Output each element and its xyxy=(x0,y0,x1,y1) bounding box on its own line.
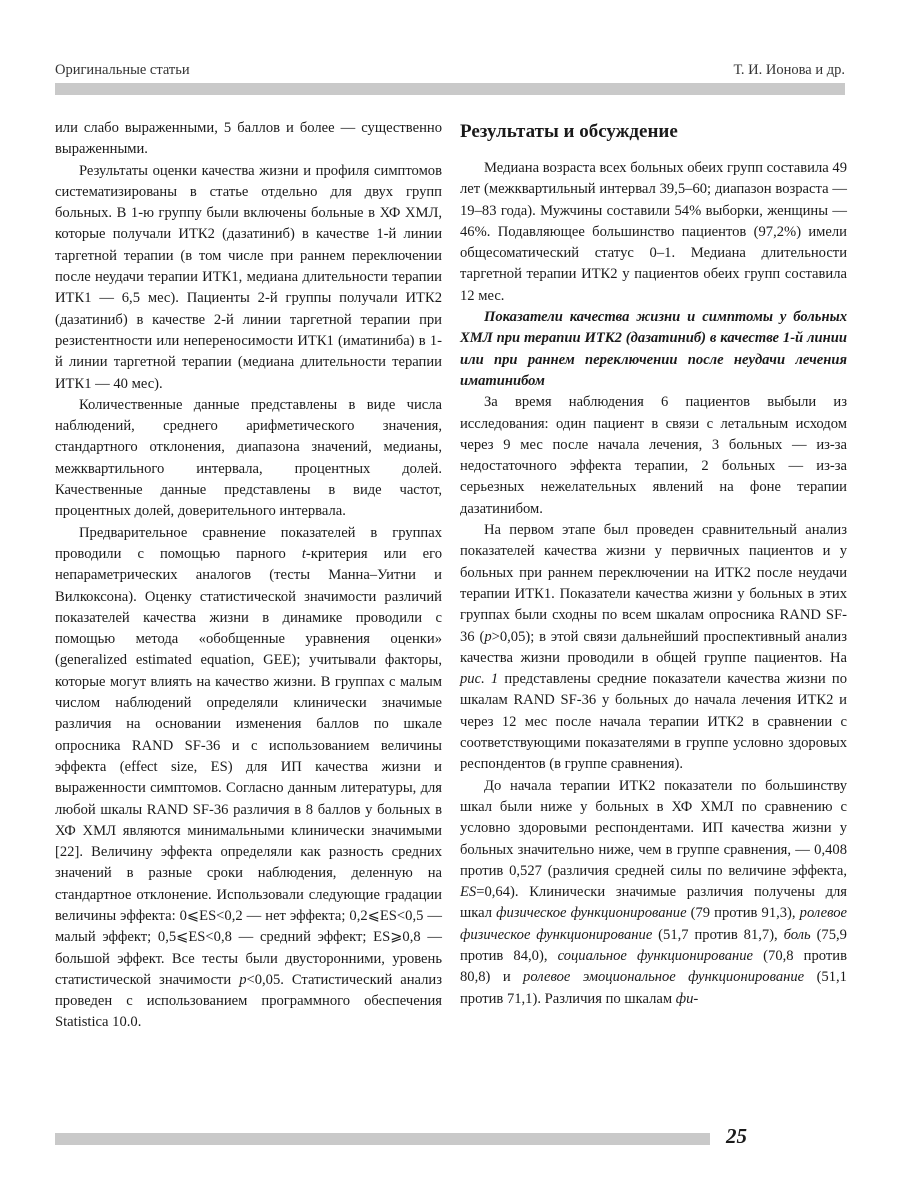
paragraph-continuation: или слабо выраженными, 5 баллов и более — существенно выраженными. xyxy=(55,120,442,158)
footer-divider-bar xyxy=(55,1133,710,1145)
subsection-title: Показатели качества жизни и симптомы у больных ХМЛ при терапии ИТК2 (дазатиниб) в качестве 1-й линии или при раннем переключении после неудачи лечения иматинибом xyxy=(460,309,847,389)
paragraph-dropouts: За время наблюдения 6 пациентов выбыли из исследования: один пациент в связи с летальным исходом через 9 мес после начала лечения, 3 больных — из-за недостаточного эффекта терапии, 2 больных — из-за серьезных нежелательных явлений на фоне терапии дазатинибом. xyxy=(460,394,847,517)
section-title: Результаты и обсуждение xyxy=(460,121,678,142)
paragraph-demographics: Медиана возраста всех больных обеих групп составила 49 лет (межквартильный интервал 39,5–60; диапазон возраста — 19–83 года). Мужчины составили 54% выборки, женщины — 46%. Подавляющее большинство пациентов (97,2%) имели общесоматический статус 0–1. Медиана длительности таргетной терапии ИТК2 у пациентов обеих групп составила 12 мес. xyxy=(460,160,847,304)
left-column xyxy=(55,118,442,1034)
paragraph-baseline-scores: До начала терапии ИТК2 показатели по большинству шкал были ниже у больных в ХФ ХМЛ по сравнению с условно здоровыми респондентами. ИП качества жизни у больных значительно ниже, чем в группе сравнения, — 0,408 против 0,527 (различия средней силы по величине эффекта, ES=0,64). Клинически значимые различия получены для шкал физическое функционирование (79 против 91,3), ролевое физическое функционирование (51,7 против 81,7), боль (75,9 против 84,0), социальное функционирование (70,8 против 80,8) и ролевое эмоциональное функционирование (51,1 против 71,1). Различия по шкалам фи- xyxy=(460,777,847,1007)
running-header xyxy=(55,62,845,79)
paragraph-groups: Результаты оценки качества жизни и профиля симптомов систематизированы в статье отдельно для двух групп больных. В 1-ю группу были включены больные в ХФ ХМЛ, которые получали ИТК2 (дазатиниб) в качестве 1-й линии таргетной терапии (в том числе при раннем переключении после неудачи терапии ИТК1, медиана длительности терапии ИТК1 — 6,5 мес). Пациенты 2-й группы получали ИТК2 (дазатиниб) в качестве 2-й линии таргетной терапии при резистентности или непереносимости ИТК1 (иматиниба) в 1-й линии таргетной терапии (медиана длительности терапии ИТК1 — 40 мес). xyxy=(55,162,442,392)
figure-reference: рис. 1 xyxy=(460,671,499,688)
page-number: 25 xyxy=(726,1124,747,1148)
header-divider-bar xyxy=(55,83,845,95)
paragraph-statistics: Предварительное сравнение показателей в группах проводили с помощью парного t-критерия или его непараметрических аналогов (тесты Манна–Уитни и Вилкоксона). Оценку статистической значимости различий показателей качества жизни в динамике проводили с помощью метода «обобщенные уравнения оценки» (generalized estimated equation, GEE); учитывали факторы, которые могут влиять на качество жизни. В группах с малым числом наблюдений определяли клинически значимые различия на основании изменения баллов по шкале опросника RAND SF-36 и с использованием величины эффекта (effect size, ES) для ИП качества жизни и выраженности симптомов. Согласно данным литературы, для любой шкалы RAND SF-36 различия в 8 баллов у больных в ХФ ХМЛ являются минимальными клинически значимыми [22]. Величину эффекта определяли как разность средних значений в разные сроки наблюдения, деленную на стандартное отклонение. Использовали следующие градации величины эффекта: 0⩽ES<0,2 — нет эффекта; 0,2⩽ES<0,5 — малый эффект; 0,5⩽ES<0,8 — средний эффект; ES⩾0,8 — большой эффект. Все тесты были двусторонними, уровень статистической значимости p<0,05. Статистический анализ проведен с использованием программного обеспечения Statistica 10.0. xyxy=(55,524,442,1031)
right-column xyxy=(460,118,847,1010)
paragraph-comparison: На первом этапе был проведен сравнительный анализ показателей качества жизни у первичных пациентов и у больных при раннем переключении на ИТК2 после неудачи терапии ИТК1. Показатели качества жизни у больных в этих группах были сходны по всем шкалам опросника RAND SF-36 (p>0,05); в этой связи дальнейший проспективный анализ качества жизни проводили в общей группе пациентов. На рис. 1 представлены средние показатели качества жизни по шкалам RAND SF-36 у больных до начала лечения ИТК2 и через 12 мес после начала терапии ИТК2 в сравнении с соответствующими показателями в группе условно здоровых респондентов (в группе сравнения). xyxy=(460,522,848,773)
paragraph-quantitative-data: Количественные данные представлены в виде числа наблюдений, среднего арифметического значения, стандартного отклонения, диапазона значений, медианы, межквартильного интервала, процентных долей. Качественные данные представлены в виде частот, процентных долей, доверительного интервала. xyxy=(55,396,442,520)
section-label: Оригинальные статьи xyxy=(55,62,190,78)
authors-label: Т. И. Ионова и др. xyxy=(733,62,845,78)
